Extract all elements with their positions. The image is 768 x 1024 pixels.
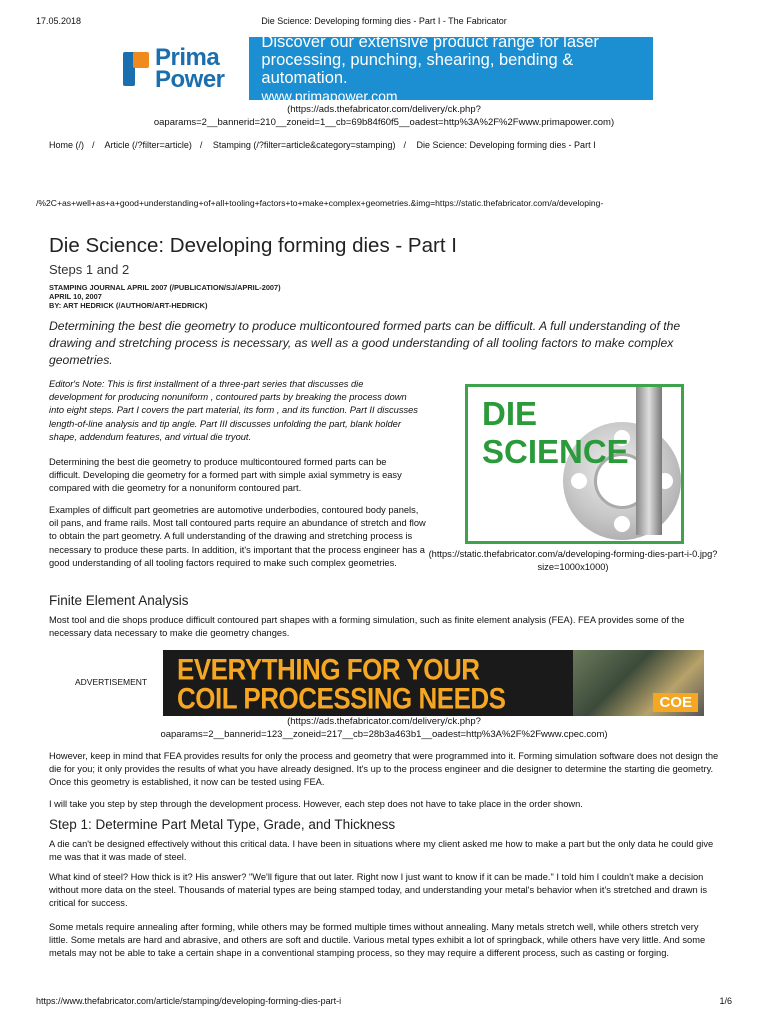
top-ad-link-line-2: oaparams=2__bannerid=210__zoneid=1__cb=69b84f60f5__oadest=http%3A%2F%2Fwww.primapower.com) [153, 117, 615, 128]
author-link[interactable]: BY: ART HEDRICK (/AUTHOR/ART-HEDRICK) [49, 301, 208, 310]
image-word-die: DIE [482, 395, 538, 432]
paragraph: Some metals require annealing after forming, while others may be formed multiple times without annealing. Many metals stretch well, while others stretch very little. Some metals are hard and abrasive, and others are soft and ductile. Various metal types exhibit a lot of springback, while others have very little. And some metals may not be able to take a certain shape in a conventional stamping process, so they may require a different process, such as casting or forging. [49, 922, 706, 959]
breadcrumb: Home (/) / Article (/?filter=article) / Stamping (/?filter=article&category=stamping) / Die Science: Developing forming dies - Part I [49, 140, 596, 150]
coe-ad-line-2: COIL PROCESSING NEEDS [177, 680, 506, 716]
paragraph: A die can't be designed effectively without this critical data. I have been in situations where my client asked me how to make a part but the only data he could give me was that it was made of steel. [49, 839, 714, 863]
prima-logo-mark-icon [123, 52, 149, 86]
top-ad-link[interactable] [0, 103, 768, 129]
publish-date: APRIL 10, 2007 [49, 292, 102, 301]
breadcrumb-stamping[interactable]: Stamping (/?filter=article&category=stamping) [212, 140, 396, 150]
print-title: Die Science: Developing forming dies - Part I - The Fabricator [261, 16, 507, 26]
paragraph: I will take you step by step through the development process. However, each step does not have to take place in the order shown. [49, 799, 583, 809]
coe-logo: COE [653, 693, 698, 712]
paragraph: What kind of steel? How thick is it? His answer? "We'll figure that out later. Right now I just want to know if it can be made." I told him I couldn't make a decision without more data on the steel. Thousands of material types are being stamped today, and understanding your metal's behavior when it's stretched and drawn is critical for success. [49, 872, 707, 909]
print-date: 17.05.2018 [36, 16, 82, 26]
breadcrumb-article[interactable]: Article (/?filter=article) [104, 140, 192, 150]
footer-url: https://www.thefabricator.com/article/stamping/developing-forming-dies-part-i [36, 996, 342, 1006]
paragraph: However, keep in mind that FEA provides results for only the process and geometry that were programmed into it. Forming simulation software does not design the die for you; it only provides the results of what you have already designed. It's up to the process engineer and die designer to determine the starting die geometry. Once this geometry is established, it now can be tested using FEA. [49, 751, 719, 788]
logo-word-2: Power [155, 65, 225, 93]
publication-link[interactable]: STAMPING JOURNAL APRIL 2007 (/PUBLICATION/SJ/APRIL-2007) [49, 283, 281, 292]
mid-ad-link[interactable] [0, 715, 768, 741]
paragraph: Determining the best die geometry to produce multicontoured formed parts can be difficult. Developing die geometry for a formed part with simple axial symmetry is easy compared with die geometry for a nonuniform contoured part. [49, 457, 402, 494]
mid-ad-link-line-1: (https://ads.thefabricator.com/delivery/ck.php? [287, 716, 481, 727]
editor-note: Editor's Note: This is first installment of a three-part series that discusses die development for producing nonuniform , contoured parts by breaking the process down into eight steps. Part I covers the part material, its form , and its function. Part II discusses length-of-line analysis and tip angle. Part III discusses unfolding the part, blank holder shape, addendum features, and virtual die tryout. [49, 379, 418, 442]
ad-line-2: processing, punching, shearing, bending & automation. [261, 50, 574, 87]
section-heading-step1: Step 1: Determine Part Metal Type, Grade, and Thickness [49, 817, 396, 832]
article-lead: Determining the best die geometry to produce multicontoured formed parts can be difficult. A full understanding of the drawing and stretching process is necessary, as well as a good understanding of all tooling factors to make complex geometries. [49, 319, 681, 367]
print-header [36, 16, 732, 30]
advertisement-label: ADVERTISEMENT [75, 677, 148, 687]
page-number: 1/6 [719, 996, 732, 1006]
image-word-science: SCIENCE [482, 433, 629, 470]
breadcrumb-home[interactable]: Home (/) [49, 140, 85, 150]
share-link-url[interactable]: /%2C+as+well+as+a+good+understanding+of+all+tooling+factors+to+make+complex+geometries.&img=https://static.thefabricator.com/a/developing- [36, 198, 604, 208]
section-heading-fea: Finite Element Analysis [49, 593, 189, 608]
article-subtitle: Steps 1 and 2 [49, 262, 130, 277]
ad-url: www.primapower.com [261, 87, 398, 104]
tap-tool-graphic [636, 387, 662, 535]
logo-word-1: Prima [155, 43, 220, 71]
coe-ad-line-1: EVERYTHING FOR YOUR [177, 651, 480, 687]
paragraph: Examples of difficult part geometries are automotive underbodies, contoured body panels, oil pans, and frame rails. Most tall contoured parts require an abundance of stretch and flow to obtain the part geometry. A full understanding of the drawing and stretching process is necessary to produce these parts. In addition, it's important that the process engineer has a good understanding of all tooling factors required to make such complex geometries. [49, 505, 426, 568]
paragraph: Most tool and die shops produce difficult contoured part shapes with a forming simulation, such as finite element analysis (FEA). FEA provides some of the necessary data necessary to make die geometry changes. [49, 615, 685, 639]
breadcrumb-current: Die Science: Developing forming dies - Part I [416, 140, 596, 150]
print-footer [36, 996, 732, 1006]
die-science-image[interactable] [465, 384, 684, 544]
prima-power-ad-banner[interactable] [115, 32, 653, 104]
prima-power-logo [115, 37, 249, 100]
image-caption-link[interactable]: (https://static.thefabricator.com/a/developing-forming-dies-part-i-0.jpg?size=1000x1000) [428, 549, 718, 572]
top-ad-link-line-1: (https://ads.thefabricator.com/delivery/ck.php? [287, 104, 481, 115]
article-meta [49, 283, 281, 310]
mid-ad-link-line-2: oaparams=2__bannerid=123__zoneid=217__cb=28b3a463b1__oadest=http%3A%2F%2Fwww.cpec.com) [160, 729, 608, 740]
article-title: Die Science: Developing forming dies - Part I [49, 234, 457, 257]
coe-ad-banner[interactable] [163, 650, 704, 716]
ad-line-1: Discover our extensive product range for laser [261, 32, 599, 51]
